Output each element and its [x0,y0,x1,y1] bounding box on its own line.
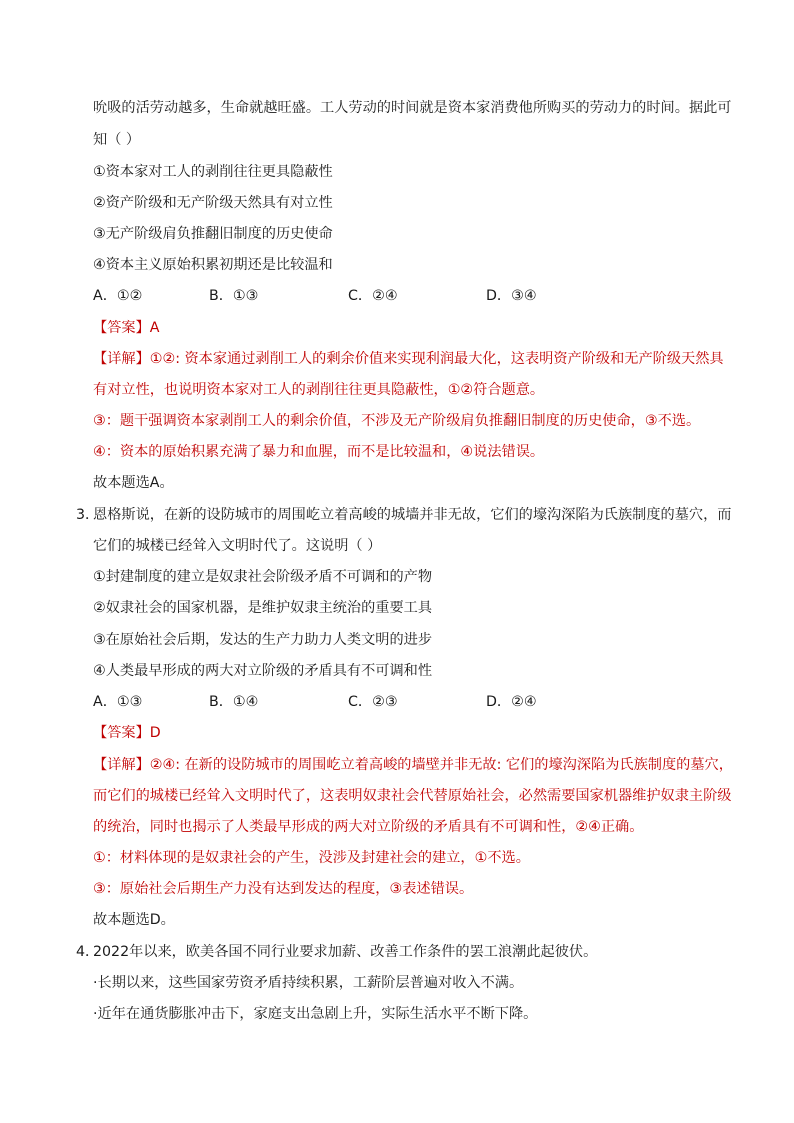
q3-option-b: B．①④ [209,694,259,710]
q4-item-1: ·长期以来，这些国家劳资矛盾持续积累，工薪阶层普遍对收入不满。 [93,975,524,991]
q3-detail-line-1: 【详解】②④: 在新的设防城市的周围屹立着高峻的墙壁并非无故: 它们的壕沟深陷为氏族制度的墓穴， [93,757,733,773]
q3-detail-line-4: ①：材料体现的是奴隶社会的产生，没涉及封建社会的建立，①不选。 [93,850,530,866]
q2-item-2: ②资产阶级和无产阶级天然具有对立性 [93,195,333,211]
q3-item-3: ③在原始社会后期，发达的生产力助力人类文明的进步 [93,632,433,648]
q3-item-2: ②奴隶社会的国家机器，是维护奴隶主统治的重要工具 [93,600,433,616]
q2-option-c: C．②④ [348,288,398,304]
q2-item-3: ③无产阶级肩负推翻旧制度的历史使命 [93,226,333,242]
q3-detail-line-3: 的统治，同时也揭示了人类最早形成的两大对立阶级的矛盾具有不可调和性，②④正确。 [93,819,644,835]
q2-detail-line-3: ③：题干强调资本家剥削工人的剩余价值，不涉及无产阶级肩负推翻旧制度的历史使命，③不选。 [93,413,701,429]
q4-number: 4． [76,944,100,960]
q3-item-4: ④人类最早形成的两大对立阶级的矛盾具有不可调和性 [93,663,433,679]
q2-detail-line-1: 【详解】①②: 资本家通过剥削工人的剩余价值来实现利润最大化，这表明资产阶级和无产阶级天然具 [93,351,724,367]
q3-stem-line-2: 它们的城楼已经耸入文明时代了。这说明（ ） [93,538,382,554]
q3-detail-line-5: ③：原始社会后期生产力没有达到发达的程度，③表述错误。 [93,881,474,897]
q3-option-a: A．①③ [93,694,143,710]
q3-answer: 【答案】D [93,725,161,741]
q2-option-b: B．①③ [209,288,259,304]
q3-conclusion: 故本题选D。 [93,912,175,928]
q2-detail-line-2: 有对立性，也说明资本家对工人的剥削往往更具隐蔽性，①②符合题意。 [93,382,545,398]
q2-item-4: ④资本主义原始积累初期还是比较温和 [93,257,333,273]
q2-conclusion: 故本题选A。 [93,475,174,491]
q4-stem-line-1: 2022年以来，欧美各国不同行业要求加薪、改善工作条件的罢工浪潮此起彼伏。 [93,944,598,960]
q2-answer: 【答案】A [93,320,160,336]
q3-option-d: D．②④ [486,694,537,710]
q3-stem-line-1: 恩格斯说，在新的设防城市的周围屹立着高峻的城墙并非无故，它们的壕沟深陷为氏族制度的墓穴，而 [93,507,732,523]
q2-detail-line-4: ④：资本的原始积累充满了暴力和血腥，而不是比较温和，④说法错误。 [93,444,545,460]
q3-number: 3． [76,507,100,523]
q2-stem-line-1: 吮吸的活劳动越多，生命就越旺盛。工人劳动的时间就是资本家消费他所购买的劳动力的时间。据此可 [93,100,732,116]
q3-item-1: ①封建制度的建立是奴隶社会阶级矛盾不可调和的产物 [93,569,433,585]
q2-stem-line-2: 知（ ） [93,132,141,148]
q2-option-d: D．③④ [486,288,537,304]
q4-item-2: ·近年在通货膨胀冲击下，家庭支出急剧上升，实际生活水平不断下降。 [93,1006,538,1022]
q3-detail-line-2: 而它们的城楼已经耸入文明时代了，这表明奴隶社会代替原始社会，必然需要国家机器维护奴隶主阶级 [93,788,732,804]
q3-option-c: C．②③ [348,694,398,710]
q2-option-a: A．①② [93,288,143,304]
q2-item-1: ①资本家对工人的剥削往往更具隐蔽性 [93,164,333,180]
